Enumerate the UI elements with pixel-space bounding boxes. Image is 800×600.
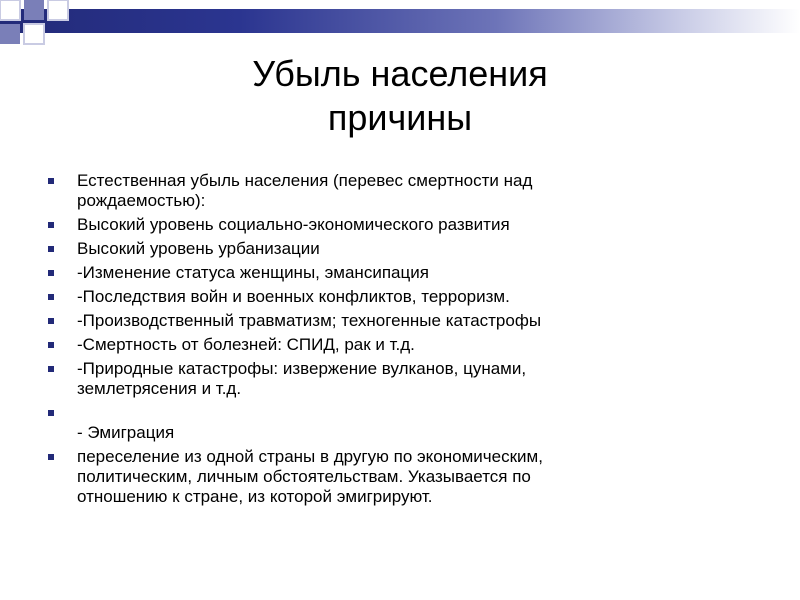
bullet-item xyxy=(40,263,740,283)
bullet-text-line: землетрясения и т.д. xyxy=(77,379,242,398)
bullet-square-icon xyxy=(48,246,54,252)
bullet-square-icon xyxy=(48,270,54,276)
decorative-squares xyxy=(0,0,70,52)
bullet-text-line: отношению к стране, из которой эмигрируют. xyxy=(77,487,433,506)
bullet-item xyxy=(40,215,740,235)
decorative-square xyxy=(24,24,44,44)
decorative-square xyxy=(0,0,20,20)
bullet-square-icon xyxy=(48,410,54,416)
bullet-text-line: -Изменение статуса женщины, эмансипация xyxy=(77,263,429,282)
slide-title xyxy=(0,52,800,140)
bullet-item xyxy=(40,311,740,331)
bullet-square-icon xyxy=(48,222,54,228)
bullet-text-line: - Эмиграция xyxy=(77,423,175,442)
decorative-square xyxy=(24,0,44,20)
bullet-text-line: Естественная убыль населения (перевес смертности над xyxy=(77,171,533,190)
bullet-item xyxy=(40,287,740,307)
bullet-square-icon xyxy=(48,294,54,300)
bullet-text-line: переселение из одной страны в другую по экономическим, xyxy=(77,447,543,466)
bullet-square-icon xyxy=(48,342,54,348)
slide-subtitle-line: причины xyxy=(327,97,473,138)
bullet-list xyxy=(40,171,740,511)
decorative-square xyxy=(48,0,68,20)
bullet-item xyxy=(40,239,740,259)
bullet-item xyxy=(40,335,740,355)
bullet-item xyxy=(40,171,740,211)
bullet-text-line: рождаемостью): xyxy=(77,191,206,210)
bullet-text-line xyxy=(77,403,740,423)
bullet-square-icon xyxy=(48,318,54,324)
bullet-square-icon xyxy=(48,454,54,460)
bullet-text-line: -Природные катастрофы: извержение вулканов, цунами, xyxy=(77,359,527,378)
bullet-text-line: -Смертность от болезней: СПИД, рак и т.д. xyxy=(77,335,415,354)
bullet-item xyxy=(40,359,740,399)
bullet-text-line: политическим, личным обстоятельствам. Указывается по xyxy=(77,467,531,486)
bullet-text-line: -Производственный травматизм; техногенные катастрофы xyxy=(77,311,542,330)
header-gradient-band xyxy=(0,9,800,33)
bullet-item xyxy=(40,403,740,443)
decorative-square xyxy=(0,24,20,44)
bullet-square-icon xyxy=(48,366,54,372)
bullet-item xyxy=(40,447,740,507)
bullet-square-icon xyxy=(48,178,54,184)
bullet-text-line: Высокий уровень социально-экономического развития xyxy=(77,215,510,234)
bullet-text-line: Высокий уровень урбанизации xyxy=(77,239,320,258)
bullet-text-line: -Последствия войн и военных конфликтов, терроризм. xyxy=(77,287,510,306)
slide-title-line: Убыль населения xyxy=(252,53,548,94)
